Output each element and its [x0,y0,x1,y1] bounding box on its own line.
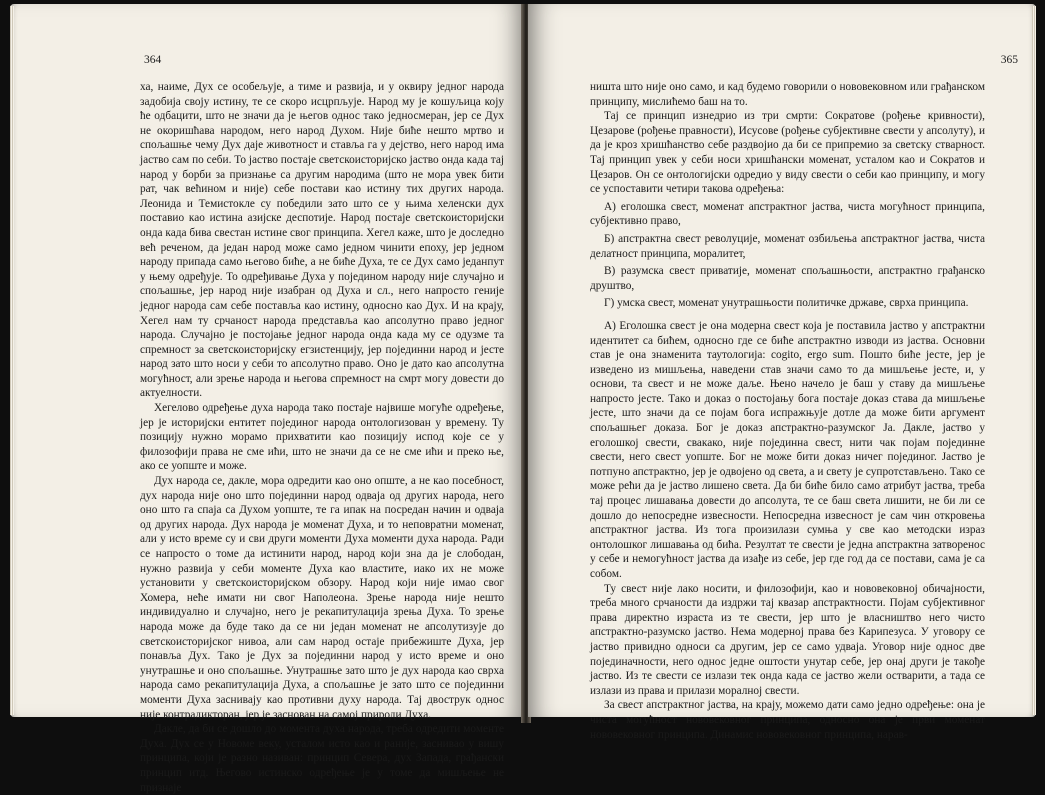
right-paragraph-3: А) Еголошка свест је она модерна свест која је поставила јаство у апстрактни идентитет са бићем, односно где се биће апстрактно изводи из јаства. Основни став је она знаменита таутологија: cogito, ergo sum. Пошто биће јесте, јер је изведено из мишљења, наведени став значи само то да мишљење јесте, и, у основи, та свест и не може даље. Њено начело је баш у ставу да мишљење напросто јесте. Тако и доказ о постојању бога постаје доказ става да мишљење јесте, што значи да се појам бога испражњује дотле да може бити аргумент спољашњег доказа. Бог је доказ апстрактно-разумског Ја. Дакле, јаство у еголошкој свести, свакако, није појединна свест, нити чак појам појединне свести, него свест уопште. Бог не може бити доказ ничег појединог. Јаство је потпуно апстрактно, јер је одвојено од света, а и свету је супротстављено. Тако се може рећи да је јаство лишено света. Да би биће било само атрибут јаства, треба тај процес лишавања довести до апсолута, те се баш света лишити, не би ли се дошло до непосредне извесности. Непосредна извесност је сам чин откровења апстрактног јаства. Из тога произилази сумња у све као методски израз онтолошког лишавања од бића. Резултат те свести је једна апстрактна затворенос у себе и немогућност јаства да изађе из себе, јер где год да се постави, сама је са собом. [590,319,985,580]
left-paragraph-1: ха, наиме, Дух се особељује, а тиме и развија, и у оквиру једног народа задобија своју истину, те се скоро исцрпљује. Народ му је кошуљица коју ће одбацити, што не значи да је његов однос тако једносмеран, јер се Дух не окоришћава народом, него народ Духом. Није биће нешто мртво и спољашње чему Дух даје животност и ставља га у дејство, него народ има јаство сам по себи. То јаство постаје светскоисторијско јаство онда када тај народ у борби за признање са другим народима (што не мора увек бити рат, чак већином и није) себе постави као истину тих других народа. Леонида и Темистокле су победили зато што се у њима хеленски дух поставио као истина азијске деспотије. Народ постаје светскоисторијски онда када бива свестан истине свог принципа. Хегел каже, што је доследно већ реченом, да један народ може само једном чинити епоху, јер једном народу припада само његово биће, а не биће Духа, те се Дух само једанпут у њему одређује. То одређивање Духа у поједином народу није случајно и спољашње, јер народ није изабран од Духа и сл., него напросто гeније једног народа сам себе поставља као истину, односно као Дух. И на крају, Хегел нам ту срчаност народа представља као апсолутно право једног народа. Случајно је постојање једног народа онда када му се одузме та спремност за светскоисторијску егзистенцију, јер појединни народ и јесте народ зато што носи у себи то апсолутно право. Оно је дато као апсолутна могућност, али зрење народа и његова спремност на смрт могу довести до актуелности. [140,81,504,400]
list-item-b: Б) апстрактна свест револуције, моменат озбиљења апстрактног јаства, чиста делатност принципа, моралитет, [590,232,985,260]
left-page-text [140,80,504,795]
list-item-g: Г) умска свест, моменат унутрашњости политичке државе, сврха принципа. [604,297,969,310]
left-paragraph-3: Дух народа се, дакле, мора одредити као оно опште, а не као посебност, дух народа није оно што појединни народ одваја од других народа, него оно што га спаја са Духом уопште, те га ипак на посредан начин и одваја од других народа. Дух народа је моменат Духа, и то неповратни моменат, али у исто време су и сви други моменти Духа моменти духа народа. Ради се напросто о томе да истинити народ, народ који зна да је слободан, нужно развија у себи моменте Духа као властите, иако их не може установити у светскоисторијском обзору. Народ који није имао свог Хомера, неће имати ни свог Наполеона. Зрење народа није нешто индивидуално и случајно, него је рекапитулација зрења Духа. То зрење народа може да буде тако да се ни један моменат не апсолутизује до светскоисторијског нивоа, али сам народ остаје прибежиште Духа, јер понавља Дух. Тако је Дух за појединни народ у исто време и оно унутрашње и оно спољашње. Унутрашње зато што је дух народа као сврха народа само рекапитулација Духа, а спољашње је зато што се појединни моменти Духа заснивају као противни духу народа. Тај двострук однос није контрадикторан, јер је заснован на самој природи Духа. [140,475,504,721]
right-page [528,4,1036,741]
right-paragraph-4: Ту свест није лако носити, и филозофији, као и нововековној обичајности, треба много срчаности да издржи тај квазар апстрактности. Појам субјективног права директно израста из те свести, јер што је власништво него чисто апстрактно-разумско јаство. Нема модерној права без Карипезуса. У уговору се јаство привидно односи са другим, јер се само удваја. Уговор није однос две појединачности, него однос једне оштости унутар себе, јер онај други је такође јаство. Из те свести се излази тек онда када се јаство жели остварити, а тада се излази из права и прилази моралној свести. [590,582,985,697]
right-paragraph-5: За свест апстрактног јаства, на крају, можемо дати само једно одређење: она је чиста могућност нововековног принципа, односно она је први моменат нововековног принципа. Динамис нововековног принципа, нарав- [590,699,985,741]
left-page [10,4,524,794]
left-paragraph-2: Хегелово одређење духа народа тако постаје највише могуће одређење, јер је историјски ентитет појединог народа онтологизован у времену. Ту позицију нужно морамо прихватити као позицију испод које се у филозофији права не сме ићи, што не значи да се не сме ићи и преко ње, ако се уопште и може. [140,402,504,473]
page-number-left: 364 [144,54,162,66]
page-edge-right [1032,6,1036,715]
list-item-a: А) еголошка свест, моменат апстрактног јаства, чиста могућност принципа, субјективно право, [590,200,985,228]
open-book [6,4,1039,794]
right-page-text [590,80,985,742]
right-paragraph-1: ништа што није оно само, и кад будемо говорили о нововековном или грађанском принципу, мислићемо баш на то. [590,81,985,108]
left-paragraph-4: Дакле, да би се дошло до момента духа народа, треба одредити моменте Духа. Дух се у Новоме веку, усталом исто као и раније, заснивао у вишу принципа, који је разно називан: принцип Севера, дух Запада, грађански принцип итд. Његово истинско одређење је у томе да мишљење не признаје [140,723,504,794]
page-number-right: 365 [1000,54,1018,66]
right-paragraph-2: Тај се принцип изнедрио из три смрти: Сократове (рођење кривности), Цезарове (рођење правности), Исусове (рођење субјективне свести у апсолуту), и да је кроз хришћанство себе раздвојио да би се припремио за светску стварност. Тај принцип увек у себи носи хришћански моменат, усталом као и Сократов и Цезаров. Он се онтологијски одредио у виду свести о себи као принципу, и могу се успоставити четири такова одређења: [590,110,985,196]
list-item-v: В) разумска свест приватије, моменат спољашњости, апстрактно грађанско друштво, [590,265,985,292]
page-edge-left [10,6,14,715]
